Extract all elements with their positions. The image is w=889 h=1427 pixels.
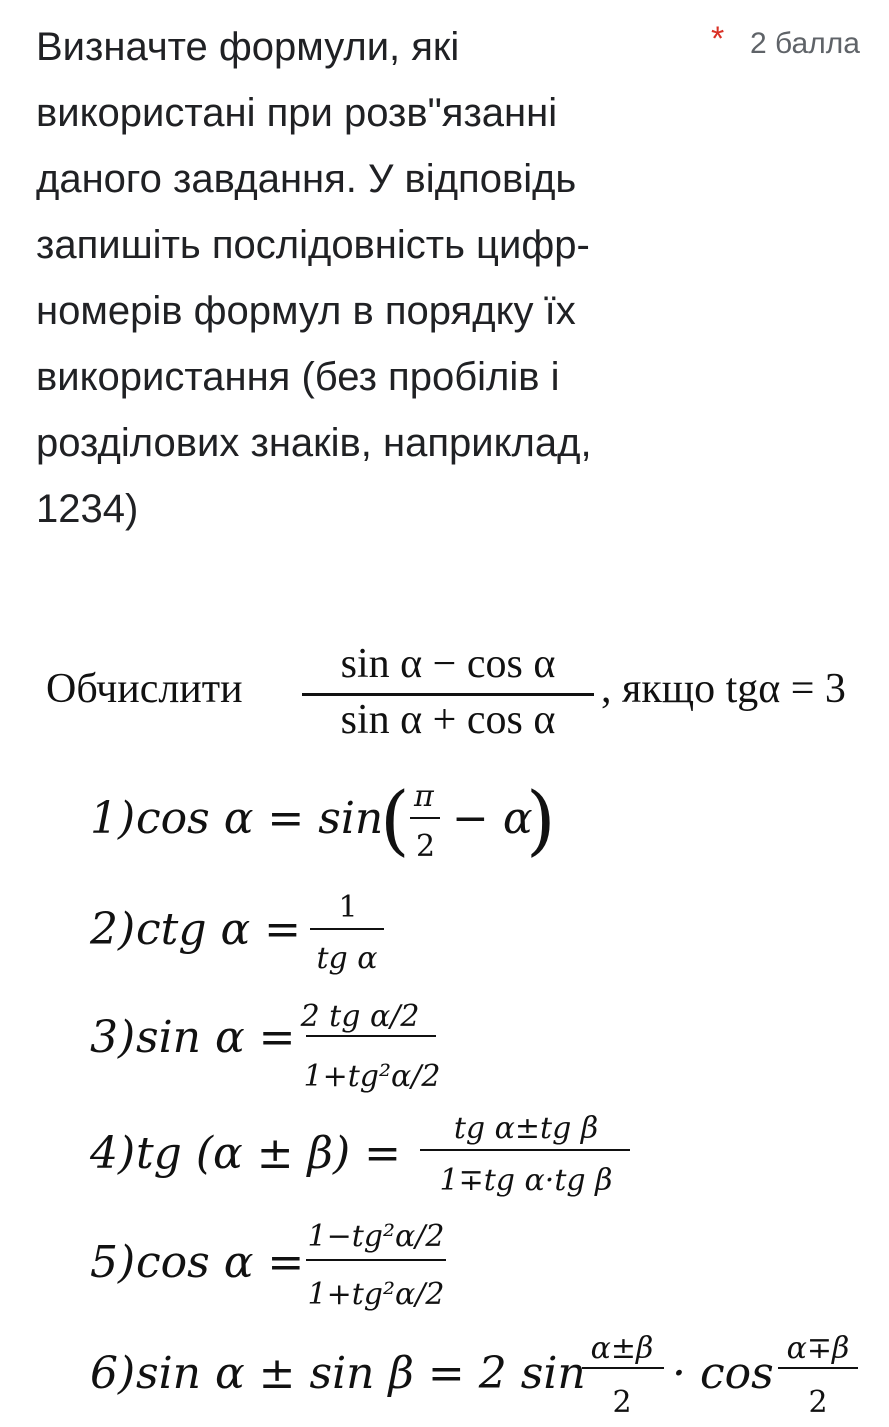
formula-denominator: 1+tg²α/2 — [307, 1277, 445, 1312]
formula-arg-numerator: π — [414, 779, 434, 814]
task-fraction — [298, 640, 598, 750]
formula-6 — [90, 1331, 858, 1420]
formula-arg-denominator: 2 — [416, 829, 436, 864]
formula-number: 5) — [90, 1237, 136, 1288]
question-line: даного завдання. У відповідь — [36, 157, 577, 201]
required-mark: * — [711, 20, 725, 58]
task-denominator: sin α + cos α — [340, 697, 556, 743]
task-condition: , якщо tgα = 3 — [601, 666, 846, 712]
formula-numerator: 1 — [338, 890, 358, 925]
formula-arg-rest: − α — [452, 793, 533, 844]
task-word: Обчислити — [46, 666, 243, 712]
formula-denominator: 2 — [612, 1385, 632, 1420]
question-line: використання (без пробілів і — [36, 355, 560, 399]
formula-number: 2) — [90, 904, 136, 955]
formula-number: 1) — [90, 793, 136, 844]
paren-close: ) — [526, 775, 556, 864]
formula-numerator: α±β — [590, 1331, 654, 1366]
formula-2 — [89, 890, 384, 976]
task-numerator: sin α − cos α — [340, 641, 556, 687]
question-line: розділових знаків, наприклад, — [36, 421, 592, 465]
question-line: номерів формул в порядку їх — [36, 289, 576, 333]
formula-numerator: 2 tg α/2 — [300, 999, 420, 1034]
task-expression — [46, 640, 866, 750]
paren-open: ( — [380, 775, 410, 864]
question-line: 1234) — [36, 487, 139, 531]
formula-4 — [89, 1111, 630, 1198]
formula-number: 6) — [90, 1348, 136, 1399]
question-line: Визначте формули, які — [36, 25, 460, 69]
question-line: запишіть послідовність цифр- — [36, 223, 590, 267]
formula-denominator: 1∓tg α·tg β — [439, 1163, 613, 1198]
question-line: використані при розв"язанні — [36, 91, 558, 135]
formula-1 — [90, 775, 556, 864]
formula-lhs: ctg α = — [136, 904, 302, 955]
formula-middle: · cos — [672, 1348, 774, 1399]
formula-lhs: tg (α ± β) = — [136, 1128, 402, 1179]
question-text — [36, 14, 676, 542]
formula-denominator: 2 — [808, 1385, 828, 1420]
formula-numerator: 1−tg²α/2 — [307, 1219, 445, 1254]
formula-lhs: cos α = — [136, 1237, 305, 1288]
formula-numerator: α∓β — [786, 1331, 850, 1366]
formula-3 — [90, 999, 440, 1094]
formula-denominator: tg α — [316, 941, 378, 976]
formula-lhs: sin α ± sin β = 2 sin — [136, 1348, 586, 1399]
formula-5 — [90, 1219, 446, 1312]
formula-numerator: tg α±tg β — [453, 1111, 599, 1146]
formula-number: 4) — [90, 1128, 136, 1179]
formula-list — [0, 760, 889, 1427]
formula-lhs: sin α = — [136, 1012, 296, 1063]
formula-denominator: 1+tg²α/2 — [303, 1059, 441, 1094]
points-label: 2 балла — [750, 27, 860, 60]
formula-lhs: cos α = sin — [136, 793, 384, 844]
formula-number: 3) — [90, 1012, 136, 1063]
